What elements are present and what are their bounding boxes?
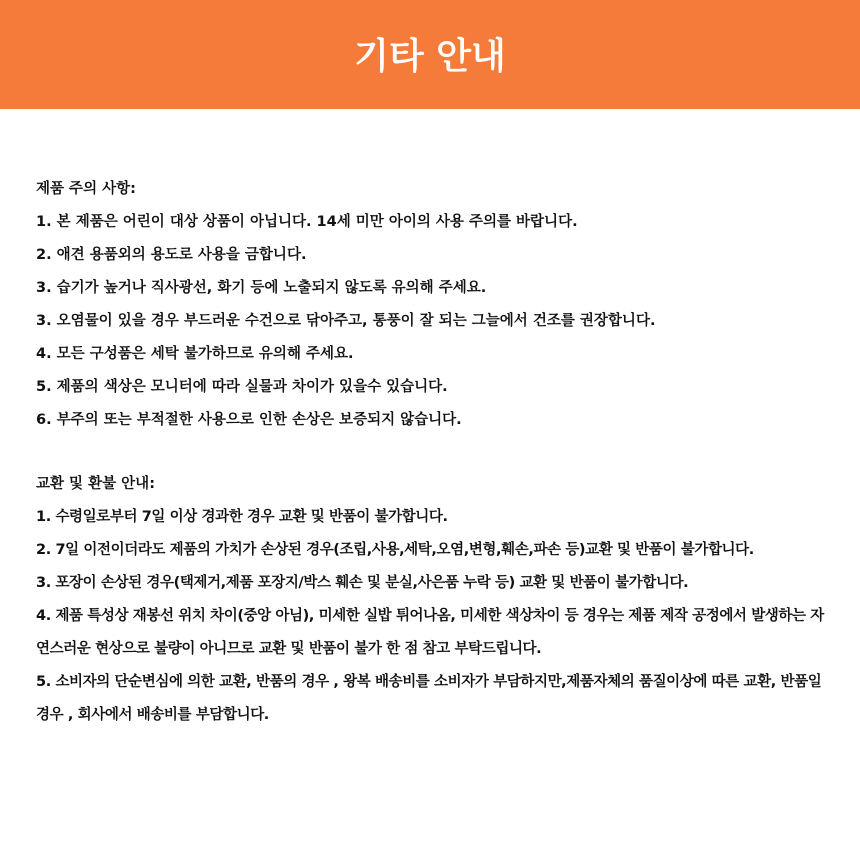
refund-item: 2. 7일 이전이더라도 제품의 가치가 손상된 경우(조립,사용,세탁,오염,변형,훼손,파손 등)교환 및 반품이 불가합니다. <box>36 542 754 558</box>
section-title-exchange-refund: 교환 및 환불 안내: <box>36 476 155 492</box>
notice-content <box>0 109 860 732</box>
refund-item-line: 4. 제품 특성상 재봉선 위치 차이(중앙 아님), 미세한 실밥 튀어나옴, 미세한 색상차이 등 경우는 제품 제작 공정에서 발생하는 자 <box>36 608 824 624</box>
caution-item: 1. 본 제품은 어린이 대상 상품이 아닙니다. 14세 미만 아이의 사용 주의를 바랍니다. <box>36 214 578 230</box>
refund-item-line: 경우 , 회사에서 배송비를 부담합니다. <box>36 707 269 723</box>
page-header <box>0 0 860 109</box>
refund-item-line: 연스러운 현상으로 불량이 아니므로 교환 및 반품이 불가 한 점 참고 부탁드립니다. <box>36 641 542 657</box>
product-caution-section <box>36 109 860 437</box>
refund-item <box>36 600 860 666</box>
caution-item: 3. 오염물이 있을 경우 부드러운 수건으로 닦아주고, 통풍이 잘 되는 그늘에서 건조를 권장합니다. <box>36 313 656 329</box>
exchange-refund-section <box>36 437 860 732</box>
caution-item: 3. 습기가 높거나 직사광선, 화기 등에 노출되지 않도록 유의해 주세요. <box>36 280 487 296</box>
refund-item-line: 5. 소비자의 단순변심에 의한 교환, 반품의 경우 , 왕복 배송비를 소비자가 부담하지만,제품자체의 품질이상에 따른 교환, 반품일 <box>36 674 822 690</box>
page-title: 기타 안내 <box>354 36 506 77</box>
refund-item: 1. 수령일로부터 7일 이상 경과한 경우 교환 및 반품이 불가합니다. <box>36 509 448 525</box>
section-title-product-caution: 제품 주의 사항: <box>36 181 136 197</box>
refund-item: 3. 포장이 손상된 경우(택제거,제품 포장지/박스 훼손 및 분실,사은품 누락 등) 교환 및 반품이 불가합니다. <box>36 575 689 591</box>
caution-item: 5. 제품의 색상은 모니터에 따라 실물과 차이가 있을수 있습니다. <box>36 379 448 395</box>
caution-item: 4. 모든 구성품은 세탁 불가하므로 유의해 주세요. <box>36 346 354 362</box>
caution-item: 6. 부주의 또는 부적절한 사용으로 인한 손상은 보증되지 않습니다. <box>36 412 462 428</box>
refund-item <box>36 666 860 732</box>
caution-item: 2. 애견 용품외의 용도로 사용을 금합니다. <box>36 247 307 263</box>
